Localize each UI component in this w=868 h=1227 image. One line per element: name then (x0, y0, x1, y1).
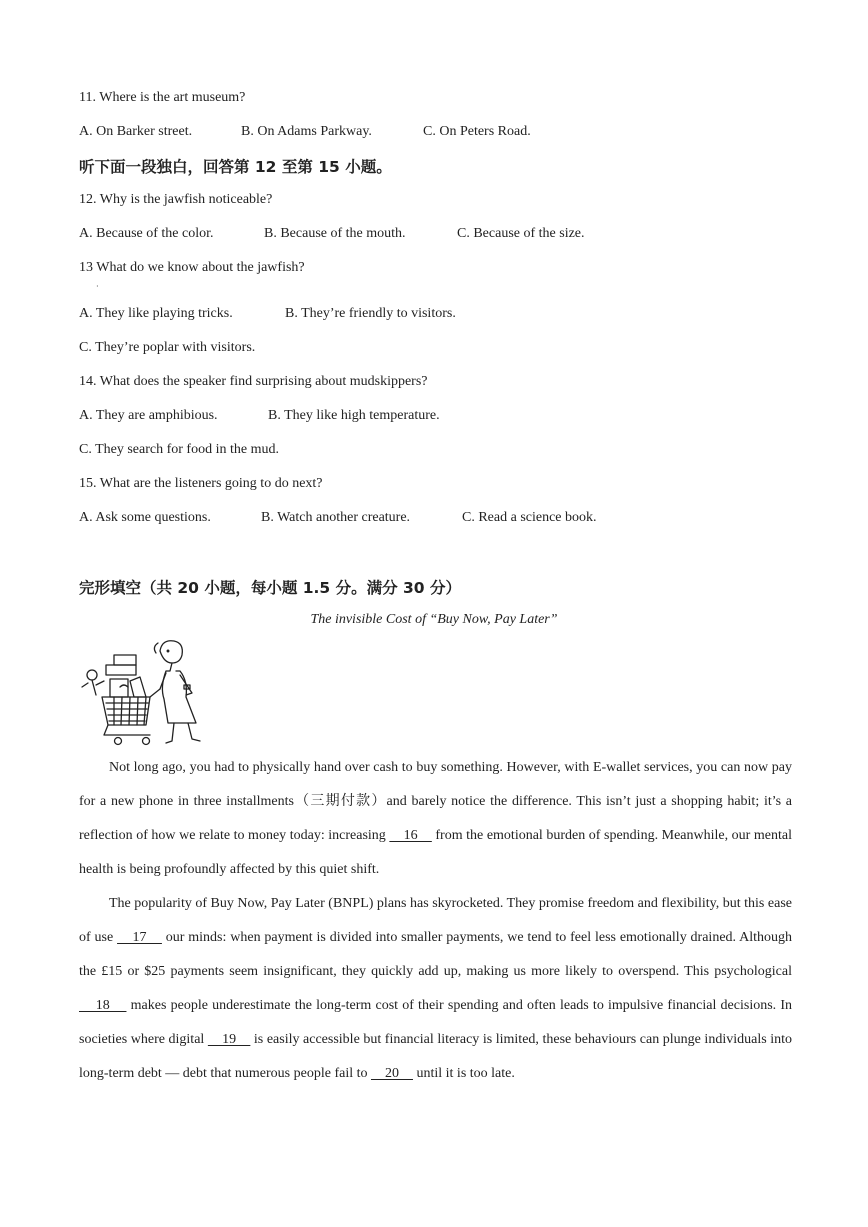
question-14-stem: 14. What does the speaker find surprising about mudskippers? (79, 374, 428, 389)
passage-title: The invisible Cost of “Buy Now, Pay Later” (310, 612, 558, 627)
paragraph-2-text-4: is easily accessible but financial literacy is limited, these behaviours can plunge individuals into long-term debt — debt that numerous people fail to (79, 1032, 792, 1081)
paragraph-2-text-3: makes people underestimate the long-term cost of their spending and often leads to impulsive financial decisions. In societies where digital (79, 998, 793, 1047)
blank-17: 17 (117, 930, 162, 945)
question-13-stem: 13 What do we know about the jawfish? (79, 260, 305, 275)
passage-paragraph-2 (79, 887, 792, 1091)
paragraph-1-text-1: Not long ago, you had to physically hand over cash to buy something. However, with E-wallet services, you can now pay for a new phone in three installments（三期付款）and barely notice the difference. This isn’t just a shopping habit; it’s a reflection of how we relate to money today: increasing (79, 760, 792, 843)
passage-paragraph-1 (79, 751, 792, 887)
question-11-option-a: A. On Barker street. (79, 124, 193, 139)
question-15-option-c: C. Read a science book. (462, 510, 597, 525)
question-12-option-a: A. Because of the color. (79, 226, 214, 241)
paragraph-2-text-5: until it is too late. (412, 1066, 515, 1081)
question-13-option-a: A. They like playing tricks. (79, 306, 233, 321)
question-15-option-a: A. Ask some questions. (79, 510, 211, 525)
shopping-woman-illustration (80, 637, 210, 749)
paragraph-2-text-1: The popularity of Buy Now, Pay Later (BNPL) plans has skyrocketed. They promise freedom and flexibility, but this ease of use (79, 896, 792, 945)
blank-18: 18 (79, 998, 127, 1013)
blank-16: 16 (389, 828, 432, 843)
question-13-option-c: C. They’re poplar with visitors. (79, 340, 256, 355)
question-15-stem: 15. What are the listeners going to do next? (79, 476, 323, 491)
question-11-option-c: C. On Peters Road. (423, 124, 531, 139)
blank-20: 20 (370, 1066, 413, 1081)
paragraph-1-text-2: from the emotional burden of spending. Meanwhile, our mental health is being profoundly affected by this quiet shift. (79, 828, 792, 877)
section-monologue-heading: 听下面一段独白，回答第 12 至第 15 小题。 (79, 158, 392, 176)
paragraph-2-text-2: our minds: when payment is divided into smaller payments, we tend to feel less emotionally drained. Although the £15 or $25 payments seem insignificant, they quickly add up, making us more likely to overspend. This psychological (79, 930, 793, 979)
stray-dot: · (96, 282, 99, 291)
question-12-option-b: B. Because of the mouth. (264, 226, 406, 241)
question-15-option-b: B. Watch another creature. (261, 510, 411, 525)
question-13-option-b: B. They’re friendly to visitors. (285, 306, 456, 321)
question-11-stem: 11. Where is the art museum? (79, 90, 246, 105)
section-cloze-heading: 完形填空（共 20 小题，每小题 1.5 分。满分 30 分） (79, 579, 461, 597)
question-12-stem: 12. Why is the jawfish noticeable? (79, 192, 273, 207)
question-14-option-a: A. They are amphibious. (79, 408, 218, 423)
question-11-option-b: B. On Adams Parkway. (241, 124, 372, 139)
question-14-option-b: B. They like high temperature. (268, 408, 440, 423)
question-14-option-c: C. They search for food in the mud. (79, 442, 279, 457)
question-12-option-c: C. Because of the size. (457, 226, 585, 241)
blank-19: 19 (207, 1032, 251, 1047)
